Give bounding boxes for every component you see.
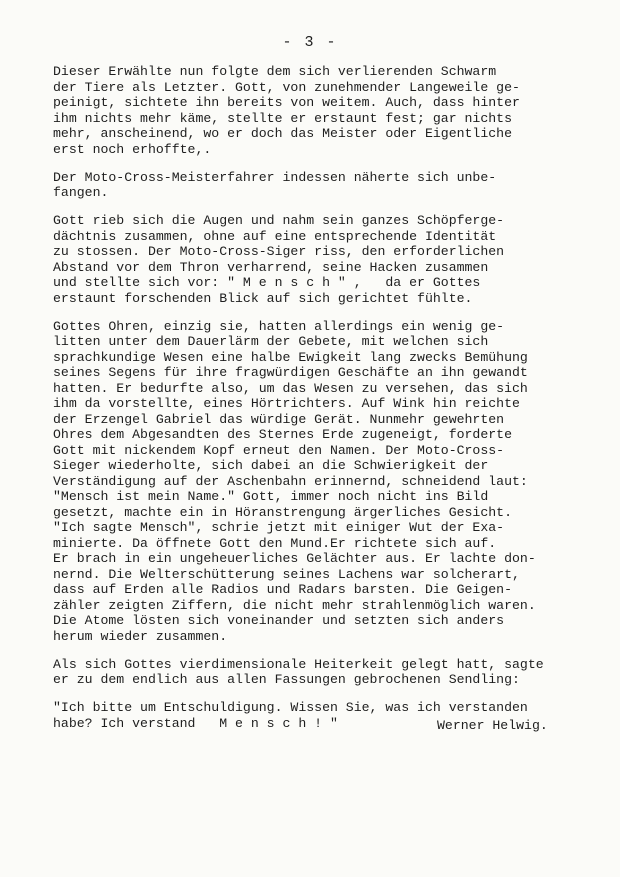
text-line: Abstand vor dem Thron verharrend, seine Hacken zusammen <box>53 259 489 275</box>
text-line: und stellte sich vor: " M e n s c h " , da er Gottes <box>53 275 481 290</box>
text-line: peinigt, sichtete ihn bereits von weitem. Auch, dass hinter <box>53 95 520 110</box>
paragraph-5 <box>53 657 613 688</box>
text-line: Gottes Ohren, einzig sie, hatten allerdings ein wenig ge- <box>53 318 505 334</box>
text-line: habe? Ich verstand M e n s c h ! " <box>53 715 338 731</box>
text-line: Dieser Erwählte nun folgte dem sich verlierenden Schwarm <box>53 64 497 79</box>
author-signature: Werner Helwig. <box>437 718 548 733</box>
text-line: "Mensch ist mein Name." Gott, immer noch nicht ins Bild <box>53 489 489 504</box>
text-line: herum wieder zusammen. <box>53 628 228 644</box>
text-line: zähler zeigten Ziffern, die nicht mehr strahlenmöglich waren. <box>53 597 536 613</box>
paragraph-2 <box>53 170 613 201</box>
text-line: "Ich sagte Mensch", schrie jetzt mit einiger Wut der Exa- <box>53 520 505 535</box>
paragraph-1 <box>53 64 613 157</box>
text-line: erstaunt forschenden Blick auf sich gerichtet fühlte. <box>53 290 473 306</box>
body-text <box>53 64 613 744</box>
text-line: Verständigung auf der Aschenbahn erinnernd, schneidend laut: <box>53 473 528 489</box>
text-line: seines Segens für ihre fragwürdigen Geschäfte an ihn gewandt <box>53 365 528 380</box>
paragraph-3 <box>53 213 613 306</box>
text-line: Gott mit nickendem Kopf erneut den Namen. Der Moto-Cross- <box>53 442 505 458</box>
text-line: zu stossen. Der Moto-Cross-Siger riss, den erforderlichen <box>53 244 505 259</box>
page-number: - 3 - <box>282 34 338 51</box>
text-line: Der Moto-Cross-Meisterfahrer indessen näherte sich unbe- <box>53 169 497 185</box>
text-line: gesetzt, machte ein in Höranstrengung ärgerliches Gesicht. <box>53 504 512 520</box>
text-line: litten unter dem Dauerlärm der Gebete, mit welchen sich <box>53 334 489 349</box>
text-line: mehr, anscheinend, wo er doch das Meister oder Eigentliche <box>53 126 512 141</box>
text-line: "Ich bitte um Entschuldigung. Wissen Sie, was ich verstanden <box>53 700 528 715</box>
text-line: minierte. Da öffnete Gott den Mund.Er richtete sich auf. <box>53 535 497 551</box>
text-line: Als sich Gottes vierdimensionale Heiterkeit gelegt hatt, sagte <box>53 656 544 672</box>
text-line: ihm da vorstellte, eines Hörtrichters. Auf Wink hin reichte <box>53 396 520 411</box>
text-line: Gott rieb sich die Augen und nahm sein ganzes Schöpferge- <box>53 213 505 228</box>
paragraph-4 <box>53 319 613 645</box>
text-line: der Tiere als Letzter. Gott, von zunehmender Langeweile ge- <box>53 79 520 95</box>
text-line: erst noch erhoffte,. <box>53 141 212 157</box>
text-line: er zu dem endlich aus allen Fassungen gebrochenen Sendling: <box>53 672 520 687</box>
text-line: dass auf Erden alle Radios und Radars barsten. Die Geigen- <box>53 582 512 597</box>
text-line: Die Atome lösten sich voneinander und setzten sich anders <box>53 613 505 628</box>
text-line: Sieger wiederholte, sich dabei an die Schwierigkeit der <box>53 458 489 473</box>
text-line: ihm nichts mehr käme, stellte er erstaunt fest; gar nichts <box>53 110 512 126</box>
text-line: dächtnis zusammen, ohne auf eine entsprechende Identität <box>53 228 497 244</box>
text-line: fangen. <box>53 185 109 200</box>
text-line: nernd. Die Welterschütterung seines Lachens war solcherart, <box>53 566 520 582</box>
text-line: Er brach in ein ungeheuerliches Gelächter aus. Er lachte don- <box>53 551 536 566</box>
text-line: hatten. Er bedurfte also, um das Wesen zu versehen, das sich <box>53 380 528 396</box>
text-line: der Erzengel Gabriel das würdige Gerät. Nunmehr gewehrten <box>53 411 505 427</box>
text-line: Ohres dem Abgesandten des Sternes Erde zugeneigt, forderte <box>53 427 512 442</box>
text-line: sprachkundige Wesen eine halbe Ewigkeit lang zwecks Bemühung <box>53 349 528 365</box>
